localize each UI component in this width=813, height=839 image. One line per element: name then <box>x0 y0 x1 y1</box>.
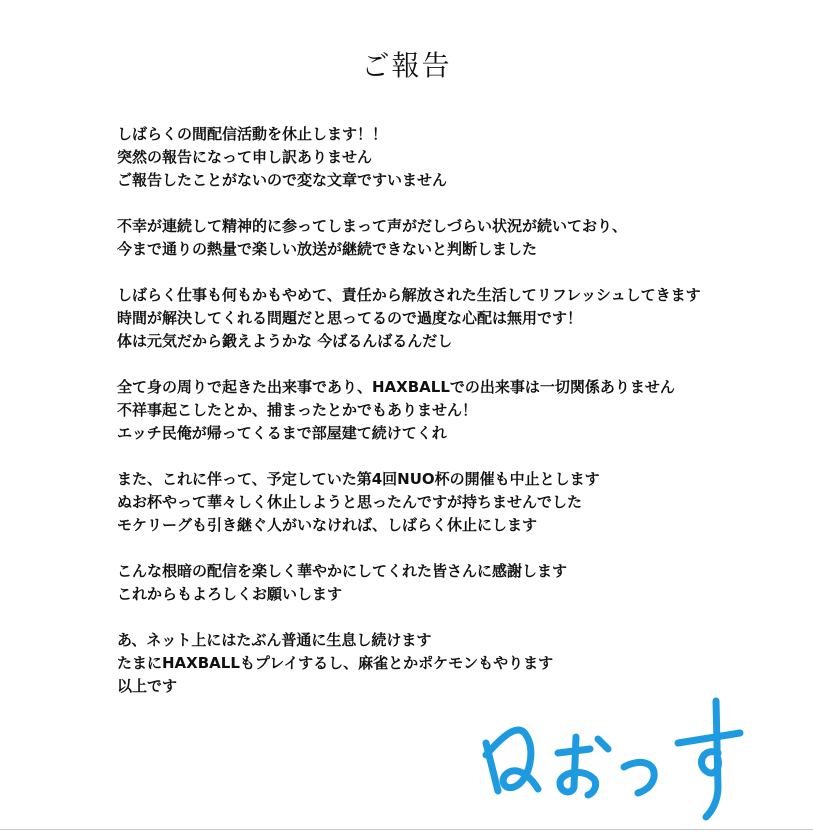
text-line: 不幸が連続して精神的に参ってしまって声がだしづらい状況が続いており、 <box>117 217 628 235</box>
page-title: ご報告 <box>361 49 452 82</box>
handwritten-signature <box>478 683 778 833</box>
page-bottom-border <box>0 829 813 830</box>
text-line: エッチ民俺が帰ってくるまで部屋建て続けてくれ <box>117 424 447 442</box>
text-line: しばらくの間配信活動を休止します！！ <box>117 125 388 143</box>
text-line: ぬお杯やって華々しく休止しようと思ったんですが持ちませんでした <box>117 493 583 511</box>
paragraph-plans <box>117 284 777 353</box>
text-line: こんな根暗の配信を楽しく華やかにしてくれた皆さんに感謝します <box>117 562 568 580</box>
text-line: ご報告したことがないので変な文章ですいません <box>117 171 448 189</box>
text-line: 不祥事起こしたとか、捕まったとかでもありません！ <box>117 401 478 419</box>
text-line: 全て身の周りで起きた出来事であり、HAXBALLでの出来事は一切関係ありません <box>117 378 675 396</box>
text-line: 今まで通りの熱量で楽しい放送が継続できないと判断しました <box>117 240 538 258</box>
text-line: 突然の報告になって申し訳ありません <box>117 148 373 166</box>
paragraph-hiatus-notice <box>117 123 777 192</box>
text-line: たまにHAXBALLもプレイするし、麻雀とかポケモンもやります <box>117 654 554 672</box>
paragraph-events <box>117 468 777 537</box>
text-line: 体は元気だから鍛えようかな 今ばるんばるんだし <box>117 332 453 350</box>
announcement-body <box>117 123 777 721</box>
paragraph-clarification <box>117 376 777 445</box>
text-line: あ、ネット上にはたぶん普通に生息し続けます <box>117 631 432 649</box>
paragraph-thanks <box>117 560 777 606</box>
text-line: しばらく仕事も何もかもやめて、責任から解放された生活してリフレッシュしてきます <box>117 286 701 304</box>
text-line: これからもよろしくお願いします <box>117 585 343 603</box>
text-line: また、これに伴って、予定していた第4回NUO杯の開催も中止とします <box>117 470 600 488</box>
text-line: モケリーグも引き継ぐ人がいなければ、しばらく休止にします <box>117 516 538 534</box>
paragraph-reason <box>117 215 777 261</box>
text-line: 時間が解決してくれる問題だと思ってるので過度な心配は無用です！ <box>117 309 583 327</box>
text-line: 以上です <box>117 677 178 695</box>
